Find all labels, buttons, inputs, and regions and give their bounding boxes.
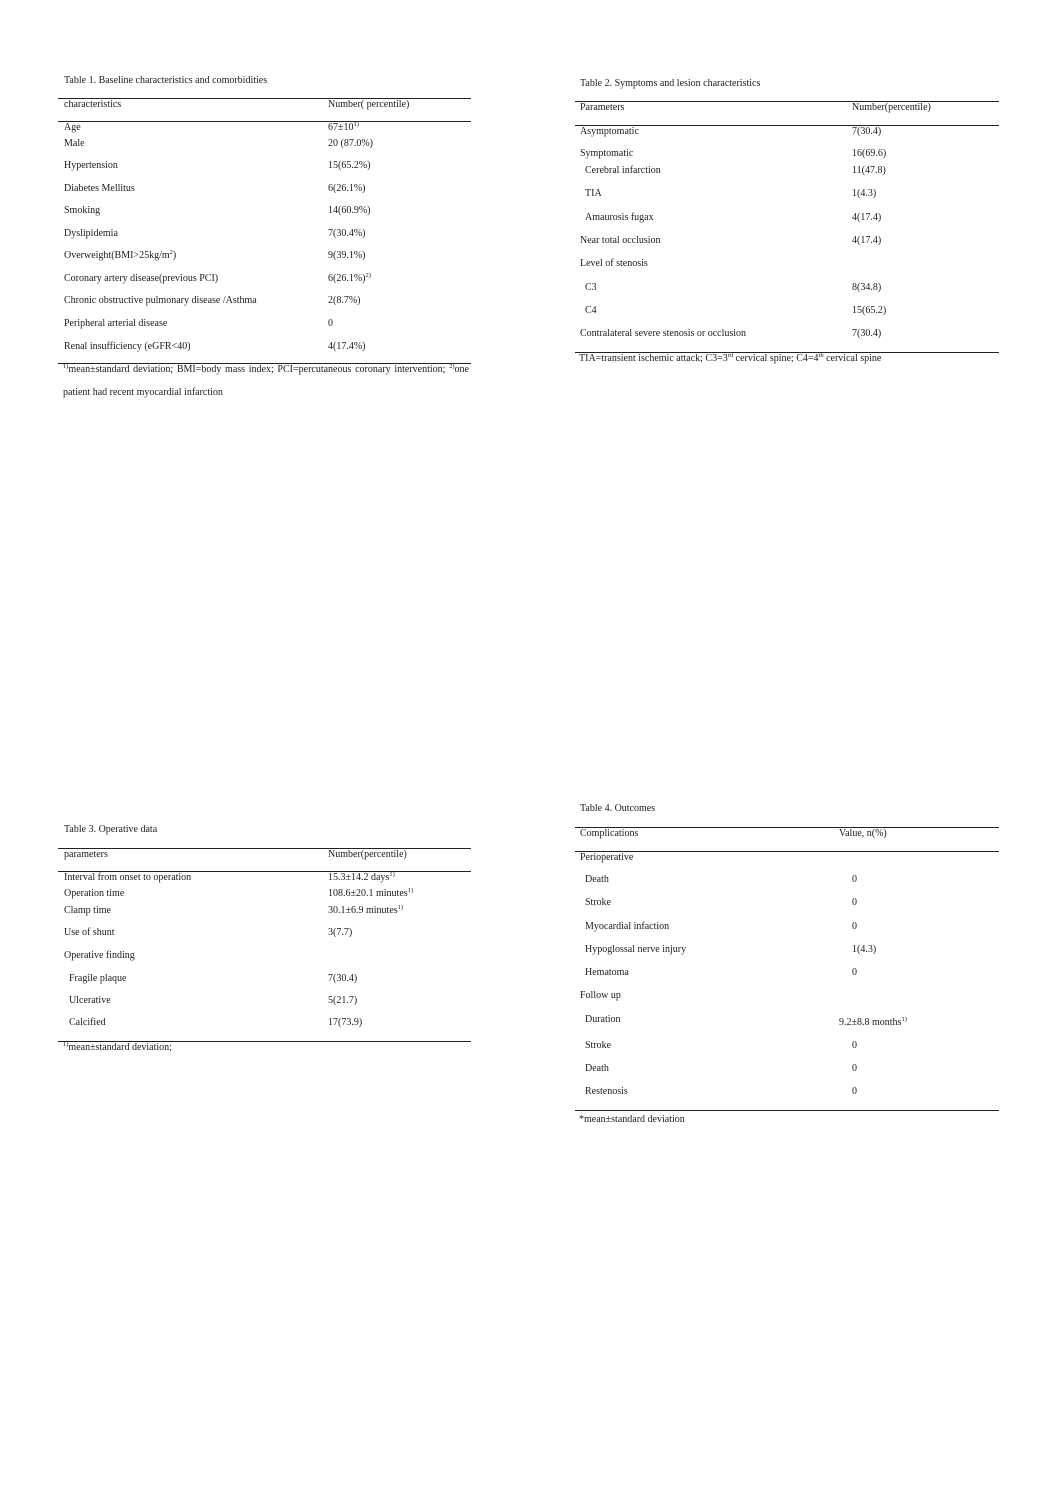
- row-label: Symptomatic: [580, 148, 634, 159]
- row-label: Myocardial infaction: [585, 921, 670, 932]
- row-label: Duration: [585, 1014, 621, 1025]
- row-label: Age: [64, 122, 81, 133]
- table-footnote: [63, 1042, 172, 1054]
- footnote-marker: 1): [407, 887, 414, 894]
- column-header-value: Value, n(%): [839, 828, 887, 839]
- row-value: 0: [852, 921, 857, 932]
- row-label: Death: [585, 1063, 609, 1074]
- column-header-label: Parameters: [580, 102, 625, 113]
- footnote-text: mean±standard deviation;: [68, 1042, 172, 1053]
- row-value: [839, 1017, 907, 1029]
- footnote-marker: 1): [353, 121, 359, 128]
- row-value: 6(26.1%): [328, 183, 366, 194]
- row-label: Ulcerative: [69, 995, 111, 1006]
- row-value-text: 9.2±8.8 months: [839, 1017, 902, 1028]
- table-row: [575, 944, 999, 956]
- row-value: 9(39.1%): [328, 250, 366, 261]
- row-label: Stroke: [585, 897, 612, 908]
- table-row: [575, 897, 999, 909]
- footnote-marker: 2): [365, 272, 371, 279]
- row-value: [328, 905, 403, 917]
- row-value: 0: [852, 897, 857, 908]
- footnote-marker: 1): [397, 904, 404, 911]
- row-value-text: 15.3±14.2 days: [328, 872, 390, 883]
- column-header-value: Number(percentile): [328, 849, 407, 860]
- table-bottom-rule: [575, 1110, 999, 1111]
- row-label: Level of stenosis: [580, 258, 648, 269]
- column-header-label: parameters: [64, 849, 108, 860]
- row-label-text: Overweight(BMI>25kg/m: [64, 250, 170, 261]
- row-value: 1(4.3): [852, 188, 877, 199]
- column-header-label: characteristics: [64, 99, 122, 110]
- row-value: 4(17.4): [852, 212, 882, 223]
- table-row: [575, 852, 999, 864]
- table-row: [58, 1017, 471, 1029]
- row-value: 0: [852, 1086, 857, 1097]
- row-label: Contralateral severe stenosis or occlusion: [580, 328, 747, 339]
- footnote-marker: 2): [449, 363, 455, 370]
- row-label-text-end: ): [172, 250, 177, 261]
- row-value: 20 (87.0%): [328, 138, 373, 149]
- row-label: Interval from onset to operation: [64, 872, 192, 883]
- table-row: [575, 990, 999, 1002]
- table-row: [58, 973, 471, 985]
- row-label: Smoking: [64, 205, 101, 216]
- row-value: 8(34.8): [852, 282, 882, 293]
- row-label: Fragile plaque: [69, 973, 127, 984]
- table-caption: Table 4. Outcomes: [580, 803, 656, 814]
- row-value: 17(73.9): [328, 1017, 363, 1028]
- row-value: [328, 888, 413, 900]
- row-label: TIA: [585, 188, 602, 199]
- table-caption: Table 3. Operative data: [64, 824, 158, 835]
- table-row: [575, 1063, 999, 1075]
- row-value-text: 108.6±20.1 minutes: [328, 888, 408, 899]
- row-label: Amaurosis fugax: [585, 212, 654, 223]
- row-label: Cerebral infarction: [585, 165, 661, 176]
- table-row: [575, 921, 999, 933]
- row-label: Clamp time: [64, 905, 111, 916]
- row-label: Hypertension: [64, 160, 118, 171]
- row-label: Diabetes Mellitus: [64, 183, 135, 194]
- row-label: Peripheral arterial disease: [64, 318, 168, 329]
- row-label: C3: [585, 282, 597, 293]
- row-value: 3(7.7): [328, 927, 353, 938]
- row-label: Asymptomatic: [580, 126, 639, 137]
- row-value: [328, 872, 395, 884]
- row-label: Operative finding: [64, 950, 135, 961]
- footnote-marker: 1): [63, 363, 69, 370]
- row-value: 7(30.4%): [328, 228, 366, 239]
- footnote-text: mean±standard deviation; BMI=body mass index; PCI=percutaneous coronary intervention;: [68, 364, 450, 375]
- footnote-marker: 1): [901, 1016, 907, 1023]
- row-label: Near total occlusion: [580, 235, 661, 246]
- row-value-text: 67±10: [328, 122, 354, 133]
- row-label: Dyslipidemia: [64, 228, 118, 239]
- table-row: [58, 927, 471, 939]
- table-4-outcomes: [575, 0, 999, 1200]
- row-value: 0: [852, 1063, 857, 1074]
- row-label: Male: [64, 138, 85, 149]
- row-value: 0: [852, 967, 857, 978]
- table-row: [58, 950, 471, 962]
- row-value: 0: [852, 1040, 857, 1051]
- row-value: 0: [852, 874, 857, 885]
- table-row: [58, 888, 471, 900]
- row-label: Hypoglossal nerve injury: [585, 944, 687, 955]
- superscript: th: [818, 352, 824, 359]
- row-value: 5(21.7): [328, 995, 358, 1006]
- row-label: Use of shunt: [64, 927, 115, 938]
- row-value: 2(8.7%): [328, 295, 361, 306]
- row-value: 4(17.4%): [328, 341, 366, 352]
- column-header-label: Complications: [580, 828, 639, 839]
- footnote-text: TIA=transient ischemic attack; C3=3: [579, 353, 728, 364]
- footnote-text: one: [454, 364, 469, 375]
- row-label: Restenosis: [585, 1086, 628, 1097]
- row-label: Renal insufficiency (eGFR<40): [64, 341, 191, 352]
- row-label: Operation time: [64, 888, 125, 899]
- table-row: [58, 995, 471, 1007]
- row-value: 7(30.4): [852, 126, 882, 137]
- table-3-operative-data: [58, 0, 471, 1200]
- row-label: Hematoma: [585, 967, 629, 978]
- row-value-text: 30.1±6.9 minutes: [328, 905, 398, 916]
- table-row: [575, 967, 999, 979]
- row-value: 0: [328, 318, 333, 329]
- row-value: 15(65.2): [852, 305, 887, 316]
- row-value: 16(69.6): [852, 148, 887, 159]
- row-label: Calcified: [69, 1017, 106, 1028]
- column-header-value: Number( percentile): [328, 99, 410, 110]
- table-header-row: [58, 849, 471, 861]
- footnote-text: cervical spine: [823, 353, 882, 364]
- table-row: [575, 1040, 999, 1052]
- row-label: Follow up: [580, 990, 621, 1001]
- footnote-marker: 1): [63, 1041, 69, 1048]
- superscript: rd: [727, 352, 734, 359]
- row-value: 14(60.9%): [328, 205, 371, 216]
- column-header-value: Number(percentile): [852, 102, 931, 113]
- table-header-row: [575, 828, 999, 840]
- row-label: Perioperative: [580, 852, 634, 863]
- row-value: 11(47.8): [852, 165, 886, 176]
- row-value: 15(65.2%): [328, 160, 371, 171]
- table-row: [58, 872, 471, 884]
- superscript: 2: [169, 249, 173, 256]
- table-row: [575, 1014, 999, 1026]
- row-value: 1(4.3): [852, 944, 877, 955]
- row-value: 4(17.4): [852, 235, 882, 246]
- row-label: Coronary artery disease(previous PCI): [64, 273, 219, 284]
- table-footnote: *mean±standard deviation: [579, 1114, 685, 1125]
- table-footnote-continued: patient had recent myocardial infarction: [63, 387, 223, 398]
- table-caption: Table 2. Symptoms and lesion characteristics: [580, 78, 761, 89]
- footnote-text: cervical spine; C4=4: [733, 353, 819, 364]
- table-row: [575, 874, 999, 886]
- row-label: Chronic obstructive pulmonary disease /Asthma: [64, 295, 257, 306]
- row-label: Death: [585, 874, 609, 885]
- row-value-text: 6(26.1%): [328, 273, 366, 284]
- row-label: C4: [585, 305, 597, 316]
- row-label: Stroke: [585, 1040, 612, 1051]
- table-row: [58, 905, 471, 917]
- table-row: [575, 1086, 999, 1098]
- row-value: 7(30.4): [328, 973, 358, 984]
- footnote-marker: 1): [389, 871, 395, 878]
- table-caption: Table 1. Baseline characteristics and comorbidities: [64, 75, 268, 86]
- row-value: 7(30.4): [852, 328, 882, 339]
